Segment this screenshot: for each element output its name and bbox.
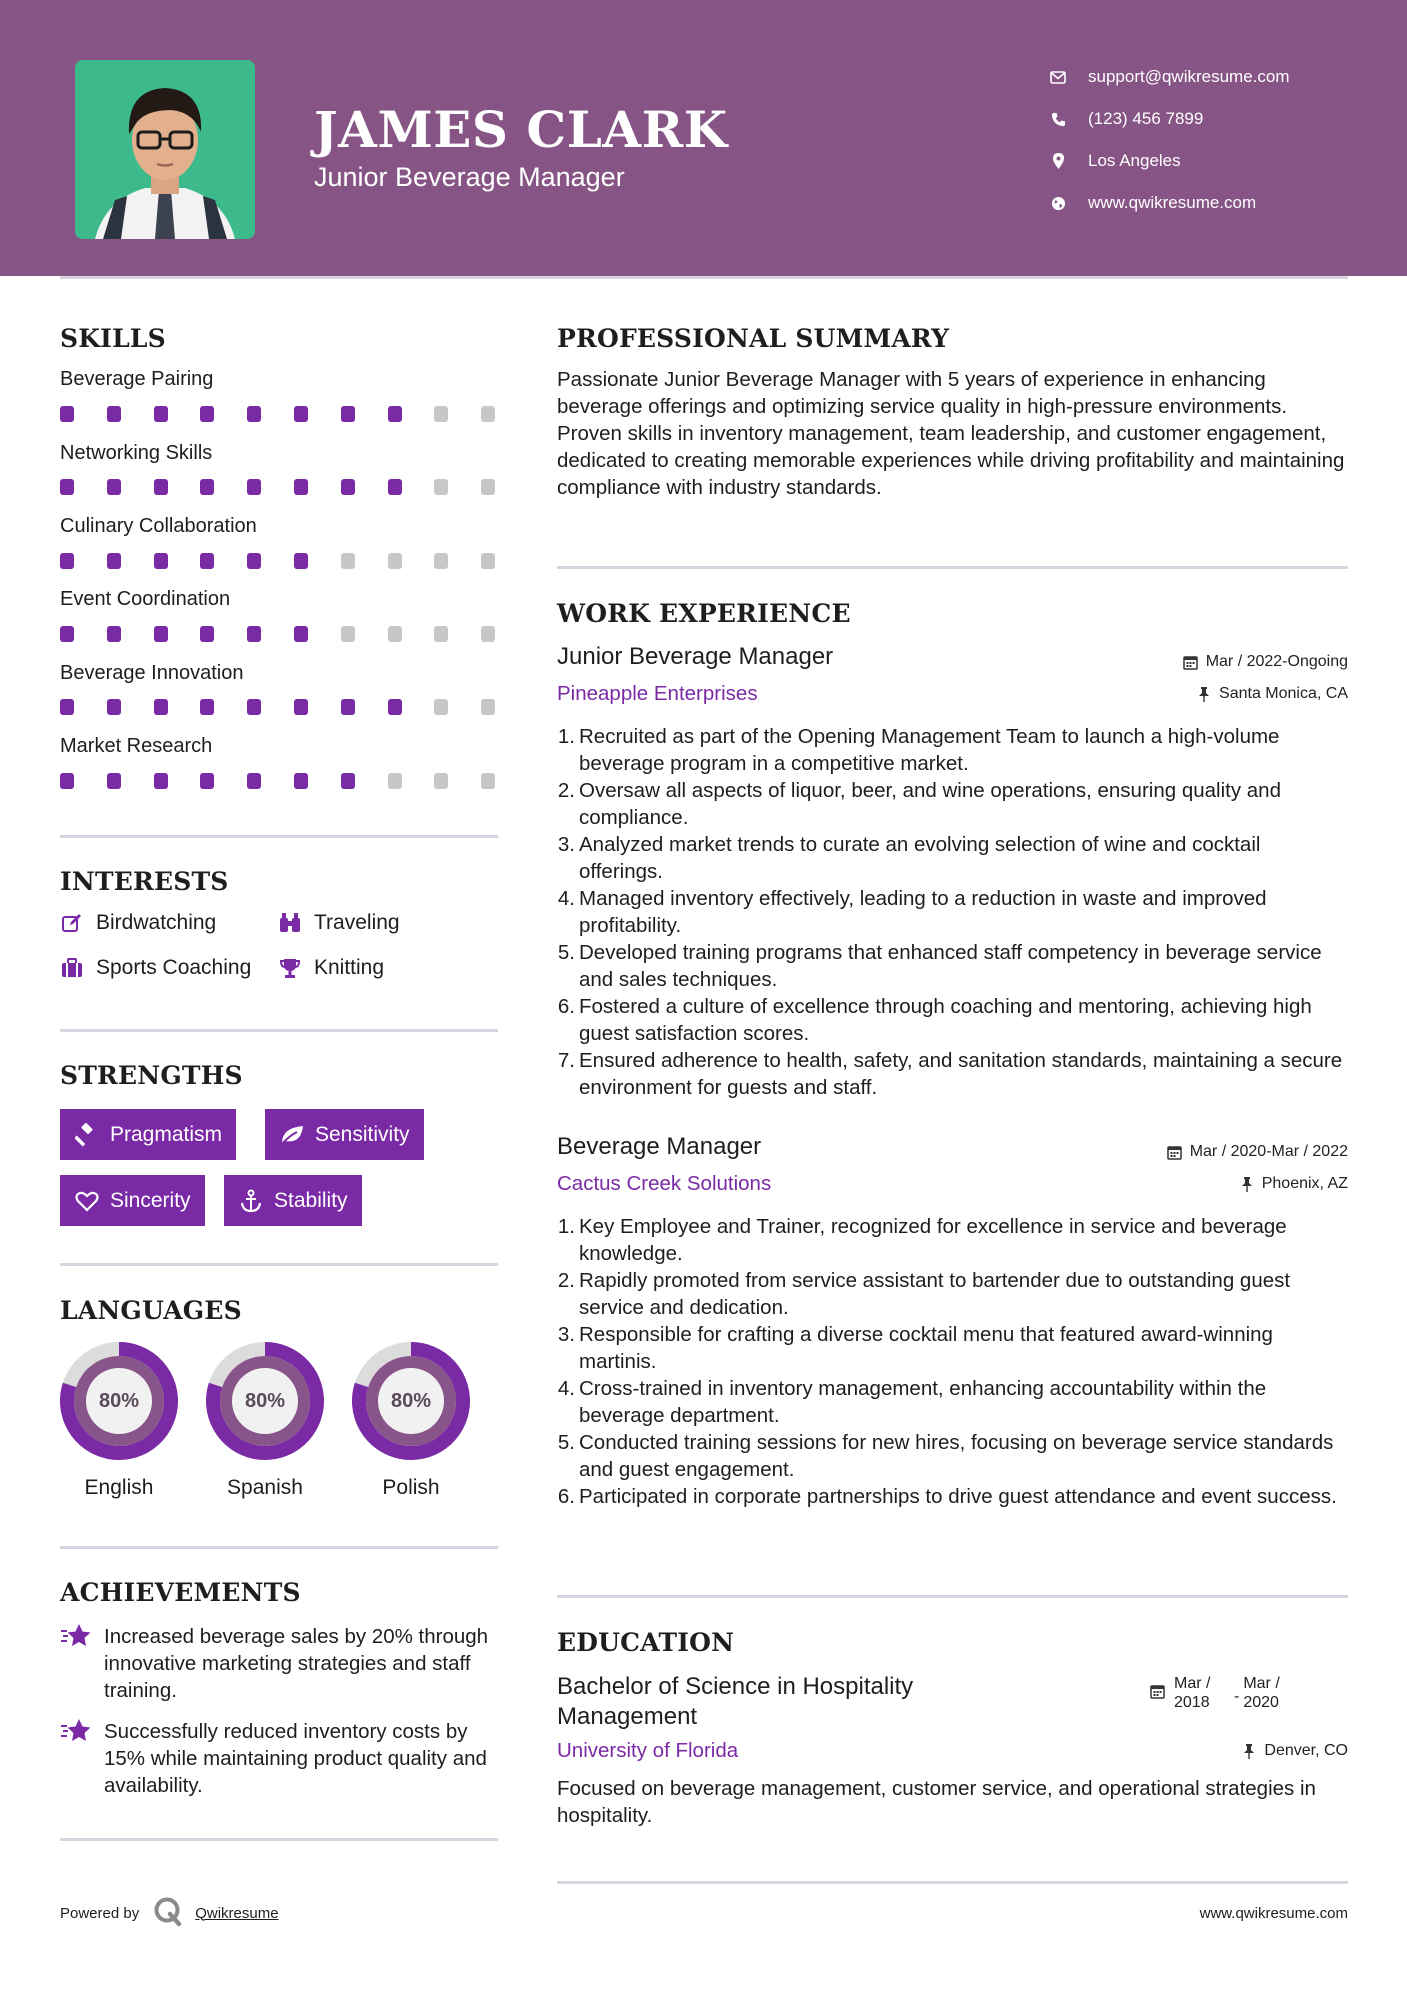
skill-dot-filled [294, 626, 308, 642]
section-divider [557, 1881, 1348, 1884]
skill-dot-filled [388, 406, 402, 422]
job-dates [1183, 653, 1348, 671]
list-item: 2. Rapidly promoted from service assistant to bartender due to outstanding guest service and dedication. [553, 1267, 1349, 1321]
job-dates [1167, 1143, 1348, 1161]
education-date-separator: - [1234, 1688, 1240, 1705]
list-item: 7. Ensured adherence to health, safety, and sanitation standards, maintaining a secure environment for guests and staff. [553, 1047, 1349, 1101]
list-item-text: Oversaw all aspects of liquor, beer, and wine operations, ensuring quality and compliance. [579, 779, 1281, 829]
skill-dot-filled [107, 699, 121, 715]
language-ring [204, 1340, 326, 1462]
language-item [58, 1340, 180, 1500]
skill-dot-filled [60, 553, 74, 569]
company-name: Cactus Creek Solutions [557, 1172, 772, 1195]
skill-dot-filled [154, 479, 168, 495]
skill-dot-filled [247, 626, 261, 642]
skill-name: Culinary Collaboration [60, 515, 257, 537]
list-item: 6. Participated in corporate partnerships to drive guest attendance and event success. [553, 1483, 1349, 1510]
skill-dot-filled [294, 479, 308, 495]
skills-heading: SKILLS [60, 324, 166, 353]
section-divider [60, 1029, 498, 1032]
strength-tag [60, 1175, 205, 1226]
calendar-icon [1150, 1684, 1166, 1700]
skill-dot-filled [200, 479, 214, 495]
skill-dot-filled [200, 406, 214, 422]
map-pin-icon [1050, 153, 1066, 169]
list-item: 1. Recruited as part of the Opening Management Team to launch a high-volume beverage program in a competitive market. [553, 723, 1349, 777]
star-icon [60, 1621, 94, 1651]
interest-label: Knitting [314, 956, 385, 979]
skill-dot-empty [341, 553, 355, 569]
candidate-name: JAMES CLARK [314, 100, 728, 159]
skill-dot-filled [200, 626, 214, 642]
education-dates [1150, 1674, 1303, 1712]
summary-heading: PROFESSIONAL SUMMARY [557, 324, 950, 353]
education-location-text: Denver, CO [1264, 1742, 1348, 1759]
skill-dot-empty [481, 479, 495, 495]
globe-icon [1050, 195, 1066, 211]
skill-dot-filled [294, 773, 308, 789]
skill-dot-filled [247, 406, 261, 422]
skill-dot-filled [200, 773, 214, 789]
skill-dot-filled [60, 626, 74, 642]
calendar-icon [1167, 1144, 1183, 1160]
strength-label: Pragmatism [110, 1122, 223, 1146]
skill-dot-filled [341, 406, 355, 422]
language-ring [58, 1340, 180, 1462]
skill-name: Networking Skills [60, 442, 213, 464]
heart-icon [74, 1189, 100, 1213]
list-item: 5. Conducted training sessions for new hires, focusing on beverage service standards and guest engagement. [553, 1429, 1349, 1483]
header-divider [60, 276, 1348, 279]
contact-location-text: Los Angeles [1088, 151, 1181, 170]
skill-dot-empty [434, 626, 448, 642]
section-divider [557, 1595, 1348, 1598]
language-percent: 80% [244, 1389, 286, 1412]
skill-rating [60, 773, 500, 789]
section-divider [60, 835, 498, 838]
footer-powered-by [60, 1896, 279, 1930]
calendar-icon [1183, 654, 1199, 670]
contact-location [1050, 140, 1290, 182]
skill-dot-filled [294, 699, 308, 715]
leaf-icon [279, 1123, 305, 1147]
skill-dot-filled [200, 699, 214, 715]
skill-dot-filled [247, 553, 261, 569]
anchor-icon [238, 1189, 264, 1213]
degree-title: Bachelor of Science in Hospitality Management [557, 1673, 914, 1730]
list-item-text: Developed training programs that enhanced staff competency in beverage service and sales techniques. [579, 941, 1322, 991]
briefcase-icon [60, 956, 84, 980]
contact-list [1050, 56, 1290, 224]
list-item-text: Participated in corporate partnerships to drive guest attendance and event success. [579, 1485, 1337, 1508]
list-item: 5. Developed training programs that enhanced staff competency in beverage service and sales techniques. [553, 939, 1349, 993]
language-name: Polish [382, 1476, 440, 1499]
qwikresume-logo-icon [153, 1896, 183, 1930]
section-divider [60, 1838, 498, 1841]
star-icon [60, 1716, 94, 1746]
contact-email[interactable] [1050, 56, 1290, 98]
school-name: University of Florida [557, 1739, 739, 1762]
list-item-text: Conducted training sessions for new hires, focusing on beverage service standards and guest engagement. [579, 1431, 1334, 1481]
list-item-text: Responsible for crafting a diverse cocktail menu that featured award-winning martinis. [579, 1323, 1273, 1373]
skill-dot-filled [60, 406, 74, 422]
strength-tag [265, 1109, 424, 1160]
skill-dot-filled [341, 773, 355, 789]
job-location [1196, 685, 1348, 703]
skill-dot-filled [107, 406, 121, 422]
contact-phone[interactable] [1050, 98, 1290, 140]
list-item-text: Analyzed market trends to curate an evolving selection of wine and cocktail offerings. [579, 833, 1261, 883]
skill-name: Beverage Pairing [60, 368, 214, 390]
phone-icon [1050, 111, 1066, 127]
strength-label: Sincerity [110, 1188, 191, 1212]
skill-rating [60, 553, 500, 569]
skill-dot-filled [107, 553, 121, 569]
skill-dot-filled [341, 479, 355, 495]
contact-email-text: support@qwikresume.com [1088, 67, 1290, 86]
skill-dot-filled [341, 699, 355, 715]
interest-label: Sports Coaching [96, 956, 252, 979]
qwikresume-link[interactable]: Qwikresume [195, 1904, 279, 1922]
job-responsibilities [553, 1213, 1349, 1510]
summary-text: Passionate Junior Beverage Manager with 5 years of experience in enhancing beverage offerings and optimizing service quality in high-pressure environments. Proven skills in inventory management, team leadership, and customer engagement, dedicated to creating memorable experiences while driving profitability and maintaining compliance with industry standards. [557, 368, 1345, 499]
skill-dot-empty [481, 406, 495, 422]
list-item-text: Recruited as part of the Opening Management Team to launch a high-volume beverage program in a competitive market. [579, 725, 1280, 775]
list-item: 6. Fostered a culture of excellence through coaching and mentoring, achieving high guest satisfaction scores. [553, 993, 1349, 1047]
skill-dot-filled [294, 406, 308, 422]
education-heading: EDUCATION [557, 1628, 735, 1657]
skill-dot-empty [341, 626, 355, 642]
achievements-heading: ACHIEVEMENTS [60, 1578, 301, 1607]
section-divider [60, 1546, 498, 1549]
skill-dot-filled [154, 553, 168, 569]
skill-dot-empty [388, 553, 402, 569]
education-location [1241, 1742, 1348, 1760]
interest-item [278, 911, 400, 935]
gavel-icon [74, 1123, 100, 1147]
skill-dot-empty [481, 699, 495, 715]
skill-name: Beverage Innovation [60, 662, 244, 684]
list-item: 4. Cross-trained in inventory management, enhancing accountability within the beverage department. [553, 1375, 1349, 1429]
interest-item [60, 956, 251, 980]
powered-by-text: Powered by [60, 1904, 140, 1922]
skill-dot-filled [388, 479, 402, 495]
list-item-text: Ensured adherence to health, safety, and sanitation standards, maintaining a secure environment for guests and staff. [579, 1049, 1343, 1099]
pushpin-icon [1196, 686, 1212, 702]
language-ring [350, 1340, 472, 1462]
skill-dot-filled [107, 773, 121, 789]
achievement-text: Increased beverage sales by 20% through innovative marketing strategies and staff training. [104, 1625, 489, 1702]
interest-label: Birdwatching [96, 911, 217, 934]
job-responsibilities [553, 723, 1349, 1101]
pencil-square-icon [60, 911, 84, 935]
skill-name: Market Research [60, 735, 213, 757]
language-item [350, 1340, 472, 1500]
language-name: English [84, 1476, 154, 1499]
strength-label: Stability [274, 1188, 348, 1212]
experience-heading: WORK EXPERIENCE [557, 599, 851, 628]
job-location [1239, 1175, 1348, 1193]
skill-rating [60, 406, 500, 422]
list-item-text: Cross-trained in inventory management, enhancing accountability within the beverage department. [579, 1377, 1267, 1427]
achievement-text: Successfully reduced inventory costs by 15% while maintaining product quality and availability. [104, 1720, 487, 1797]
section-divider [60, 1263, 498, 1266]
skill-dot-empty [388, 626, 402, 642]
skill-dot-empty [481, 626, 495, 642]
skill-dot-filled [107, 479, 121, 495]
skill-dot-empty [434, 699, 448, 715]
job-title: Beverage Manager [557, 1133, 762, 1160]
strength-tag [224, 1175, 362, 1226]
achievement-item [60, 1718, 500, 1799]
job-dates-text: Mar / 2022-Ongoing [1205, 653, 1348, 670]
job-title: Junior Beverage Manager [557, 643, 834, 670]
strength-tag [60, 1109, 236, 1160]
skill-dot-empty [434, 479, 448, 495]
pushpin-icon [1239, 1176, 1255, 1192]
skill-dot-filled [154, 406, 168, 422]
language-percent: 80% [390, 1389, 432, 1412]
interest-label: Traveling [314, 911, 400, 934]
interests-heading: INTERESTS [60, 867, 229, 896]
skill-dot-empty [434, 406, 448, 422]
resume-header [0, 0, 1407, 276]
trophy-icon [278, 956, 302, 980]
list-item-text: Rapidly promoted from service assistant to bartender due to outstanding guest service and dedication. [579, 1269, 1291, 1319]
contact-website[interactable] [1050, 182, 1290, 224]
language-name: Spanish [227, 1476, 303, 1499]
skill-dot-filled [247, 479, 261, 495]
skill-dot-filled [247, 773, 261, 789]
skill-dot-empty [388, 773, 402, 789]
job-location-text: Santa Monica, CA [1219, 685, 1348, 702]
list-item-text: Managed inventory effectively, leading to a reduction in waste and improved profitability. [579, 887, 1267, 937]
skill-rating [60, 626, 500, 642]
list-item-text: Key Employee and Trainer, recognized for excellence in service and beverage knowledge. [579, 1215, 1287, 1265]
skill-dot-empty [434, 773, 448, 789]
list-item-text: Fostered a culture of excellence through coaching and mentoring, achieving high guest satisfaction scores. [579, 995, 1312, 1045]
skill-dot-filled [107, 626, 121, 642]
skill-dot-filled [247, 699, 261, 715]
skill-dot-filled [60, 699, 74, 715]
skill-dot-empty [481, 773, 495, 789]
interest-item [278, 956, 384, 980]
skill-dot-filled [60, 479, 74, 495]
strengths-heading: STRENGTHS [60, 1061, 243, 1090]
skill-rating [60, 699, 500, 715]
education-start: Mar / 2018 [1174, 1675, 1211, 1711]
list-item: 3. Analyzed market trends to curate an evolving selection of wine and cocktail offerings. [553, 831, 1349, 885]
skill-dot-filled [154, 699, 168, 715]
strength-label: Sensitivity [315, 1122, 410, 1146]
skill-rating [60, 479, 500, 495]
skill-dot-filled [294, 553, 308, 569]
job-location-text: Phoenix, AZ [1261, 1175, 1348, 1192]
language-item [204, 1340, 326, 1500]
contact-website-text: www.qwikresume.com [1088, 193, 1257, 212]
achievement-item [60, 1623, 500, 1704]
skill-dot-filled [154, 626, 168, 642]
footer-website[interactable]: www.qwikresume.com [1199, 1905, 1348, 1922]
list-item: 3. Responsible for crafting a diverse cocktail menu that featured award-winning martinis. [553, 1321, 1349, 1375]
section-divider [557, 566, 1348, 569]
contact-phone-text: (123) 456 7899 [1088, 109, 1204, 128]
envelope-icon [1050, 69, 1066, 85]
skill-dot-filled [60, 773, 74, 789]
skill-dot-filled [388, 699, 402, 715]
skill-dot-empty [434, 553, 448, 569]
list-item: 2. Oversaw all aspects of liquor, beer, and wine operations, ensuring quality and compliance. [553, 777, 1349, 831]
skill-name: Event Coordination [60, 588, 231, 610]
job-dates-text: Mar / 2020-Mar / 2022 [1189, 1143, 1348, 1160]
candidate-role: Junior Beverage Manager [314, 162, 625, 192]
binoculars-icon [278, 911, 302, 935]
company-name: Pineapple Enterprises [557, 682, 758, 705]
profile-photo [75, 60, 255, 239]
skill-dot-empty [481, 553, 495, 569]
list-item: 1. Key Employee and Trainer, recognized for excellence in service and beverage knowledge. [553, 1213, 1349, 1267]
languages-heading: LANGUAGES [60, 1296, 242, 1325]
education-description: Focused on beverage management, customer service, and operational strategies in hospitality. [557, 1777, 1316, 1827]
list-item: 4. Managed inventory effectively, leading to a reduction in waste and improved profitability. [553, 885, 1349, 939]
skill-dot-filled [200, 553, 214, 569]
interest-item [60, 911, 216, 935]
pushpin-icon [1241, 1743, 1257, 1759]
skill-dot-filled [154, 773, 168, 789]
language-percent: 80% [98, 1389, 140, 1412]
education-end: Mar / 2020 [1243, 1675, 1280, 1711]
